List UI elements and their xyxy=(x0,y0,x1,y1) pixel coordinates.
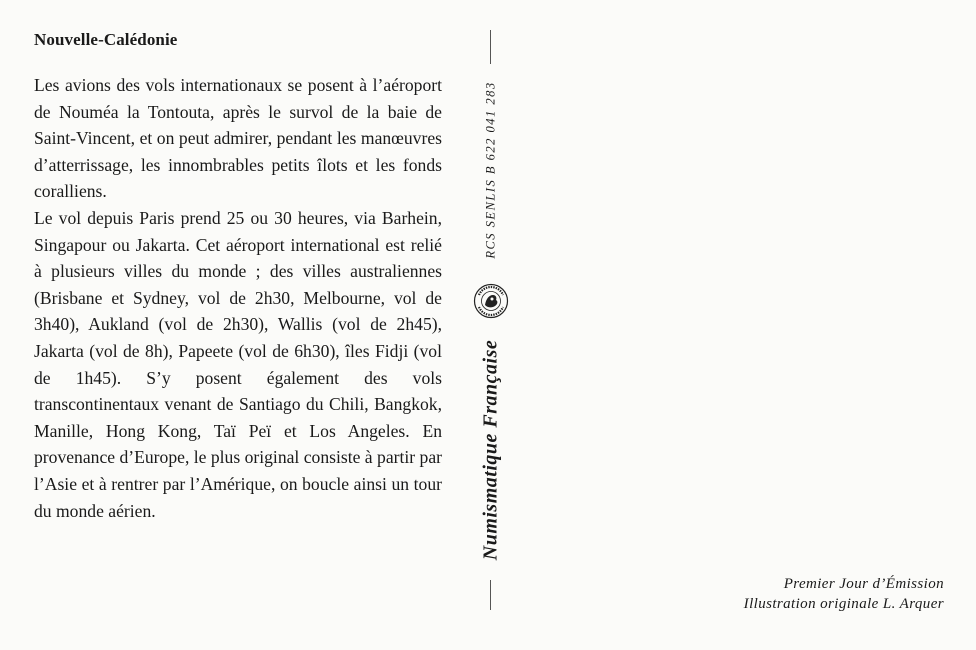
seal-logo-icon xyxy=(473,283,509,319)
paragraph-2: Le vol depuis Paris prend 25 ou 30 heures, via Barhein, Singapour ou Jakarta. Cet aéroport international est relié à plusieurs villes du monde ; des villes australiennes (Brisbane et Sydney, vol de 2h30, Melbourne, vol de 3h40), Aukland (vol de 2h30), Wallis (vol de 2h45), Jakarta (vol de 8h), Papeete (vol de 6h30), îles Fidji (vol de 1h45). S’y posent également des vols transcontinentaux venant de Santiago du Chili, Bangkok, Manille, Hong Kong, Taï Peï et Los Angeles. En provenance d’Europe, le plus original consiste à partir par l’Asie et à rentrer par l’Amérique, on boucle ainsi un tour du monde aérien. xyxy=(34,207,442,521)
description-text xyxy=(34,72,442,524)
divider-line-bottom xyxy=(490,580,491,610)
registration-number: RCS SENLIS B 622 041 283 xyxy=(483,81,498,259)
page-title: Nouvelle-Calédonie xyxy=(34,30,178,49)
first-day-issue-label: Premier Jour d’Émission xyxy=(783,576,944,592)
publisher-brand: Numismatique Française xyxy=(479,339,502,561)
footer-credits xyxy=(744,574,944,614)
divider-line-top xyxy=(490,30,491,64)
paragraph-1: Les avions des vols internationaux se posent à l’aéroport de Nouméa la Tontouta, après le survol de la baie de Saint-Vincent, et on peut admirer, pendant les manœuvres d’atterrissage, les innombrables petits îlots et les fonds coralliens. xyxy=(34,75,442,202)
illustration-credit: Illustration originale L. Arquer xyxy=(743,596,944,612)
